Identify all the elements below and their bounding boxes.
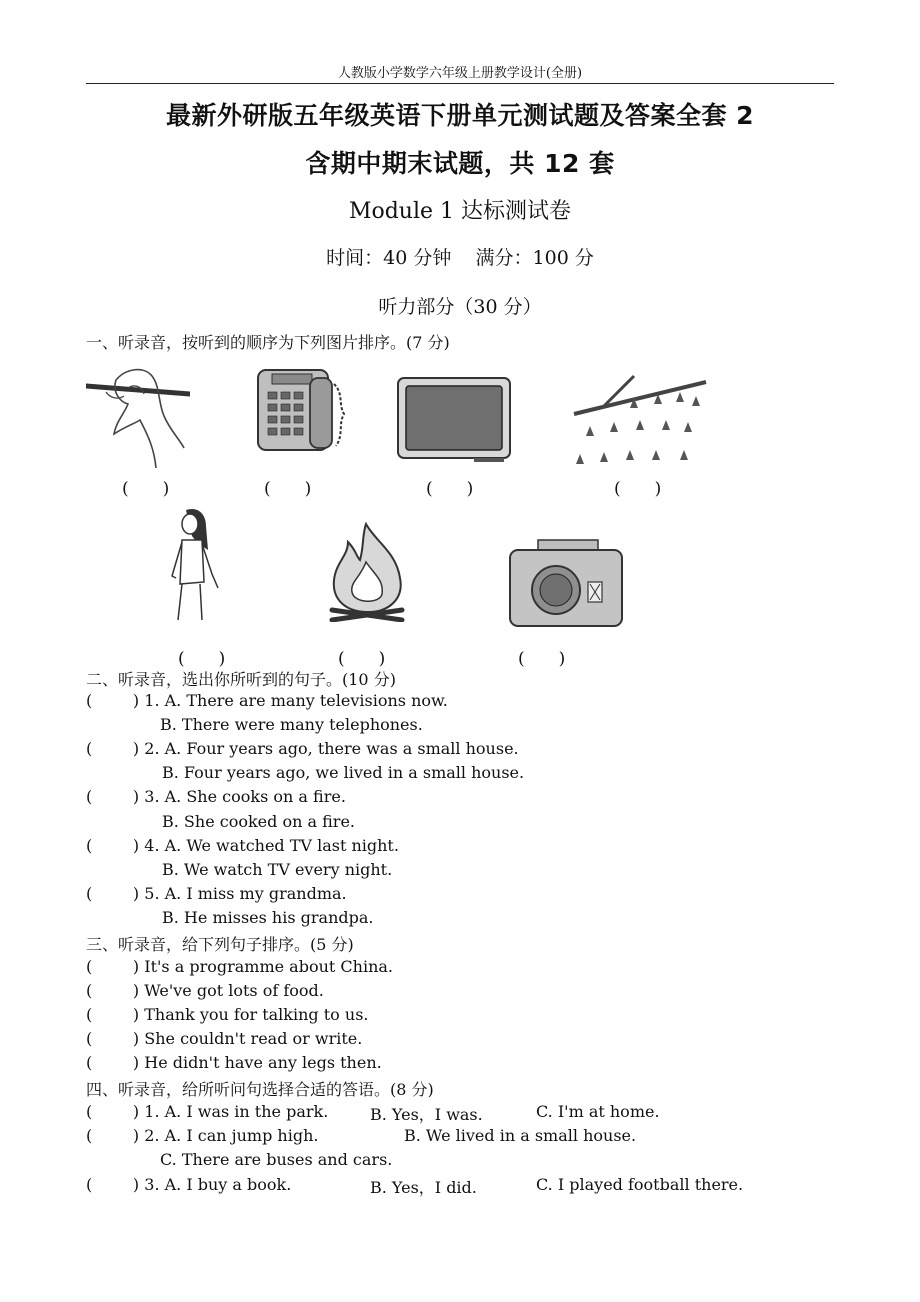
section3-heading: 三、听录音，给下列句子排序。(5 分) [86, 935, 354, 954]
s2-item1-a: ( ) 1. A. There are many televisions now. [86, 691, 448, 710]
s4-q3-c: C. I played football there. [536, 1175, 744, 1194]
pic5-blank[interactable]: ( ) [178, 649, 226, 669]
pic2-blank[interactable]: ( ) [264, 479, 312, 499]
s3-item4: ( ) She couldn't read or write. [86, 1029, 363, 1048]
s3-item1: ( ) It's a programme about China. [86, 957, 394, 976]
subtitle: Module 1 达标测试卷 [348, 199, 572, 224]
trees-icon [572, 374, 708, 468]
s4-q3-b: B. Yes，I did. [370, 1178, 477, 1197]
s2-item5-b: B. He misses his grandpa. [162, 908, 374, 927]
s2-item1-b: B. There were many telephones. [160, 715, 423, 734]
time-info: 时间：40 分钟 满分：100 分 [326, 247, 594, 269]
s2-item4-a: ( ) 4. A. We watched TV last night. [86, 836, 399, 855]
listening-heading: 听力部分（30 分） [378, 296, 542, 318]
s4-q1-b: B. Yes，I was. [370, 1105, 483, 1124]
s2-item3-b: B. She cooked on a fire. [162, 812, 355, 831]
s4-q3-a: ( ) 3. A. I buy a book. [86, 1175, 292, 1194]
s4-q1-a: ( ) 1. A. I was in the park. [86, 1102, 329, 1121]
s4-q2-b: B. We lived in a small house. [404, 1126, 637, 1145]
s3-item5: ( ) He didn't have any legs then. [86, 1053, 382, 1072]
pic7-blank[interactable]: ( ) [518, 649, 566, 669]
title-line-1: 最新外研版五年级英语下册单元测试题及答案全套 2 [165, 101, 755, 130]
s2-item2-a: ( ) 2. A. Four years ago, there was a small house. [86, 739, 519, 758]
page-header: 人教版小学数学六年级上册教学设计(全册) [337, 66, 583, 81]
pic6-blank[interactable]: ( ) [338, 649, 386, 669]
woman-icon [162, 506, 228, 622]
title-line-2: 含期中期末试题，共 12 套 [305, 149, 615, 178]
s4-q1-c: C. I'm at home. [536, 1102, 660, 1121]
s2-item3-a: ( ) 3. A. She cooks on a fire. [86, 787, 346, 806]
s3-item2: ( ) We've got lots of food. [86, 981, 324, 1000]
section2-heading: 二、听录音，选出你所听到的句子。(10 分) [86, 670, 396, 689]
s4-q2-c: C. There are buses and cars. [160, 1150, 393, 1169]
s4-q2-a: ( ) 2. A. I can jump high. [86, 1126, 319, 1145]
pic4-blank[interactable]: ( ) [614, 479, 662, 499]
s2-item2-b: B. Four years ago, we lived in a small house. [162, 763, 525, 782]
s2-item5-a: ( ) 5. A. I miss my grandma. [86, 884, 347, 903]
section4-heading: 四、听录音，给所听问句选择合适的答语。(8 分) [86, 1080, 434, 1099]
television-icon [396, 376, 512, 464]
section1-heading: 一、听录音，按听到的顺序为下列图片排序。(7 分) [86, 333, 450, 352]
hand-writing-icon [86, 362, 190, 468]
telephone-icon [254, 364, 348, 454]
header-rule [86, 83, 834, 84]
fire-icon [326, 522, 408, 622]
s3-item3: ( ) Thank you for talking to us. [86, 1005, 369, 1024]
s2-item4-b: B. We watch TV every night. [162, 860, 393, 879]
radio-icon [508, 538, 624, 628]
pic1-blank[interactable]: ( ) [122, 479, 170, 499]
pic3-blank[interactable]: ( ) [426, 479, 474, 499]
